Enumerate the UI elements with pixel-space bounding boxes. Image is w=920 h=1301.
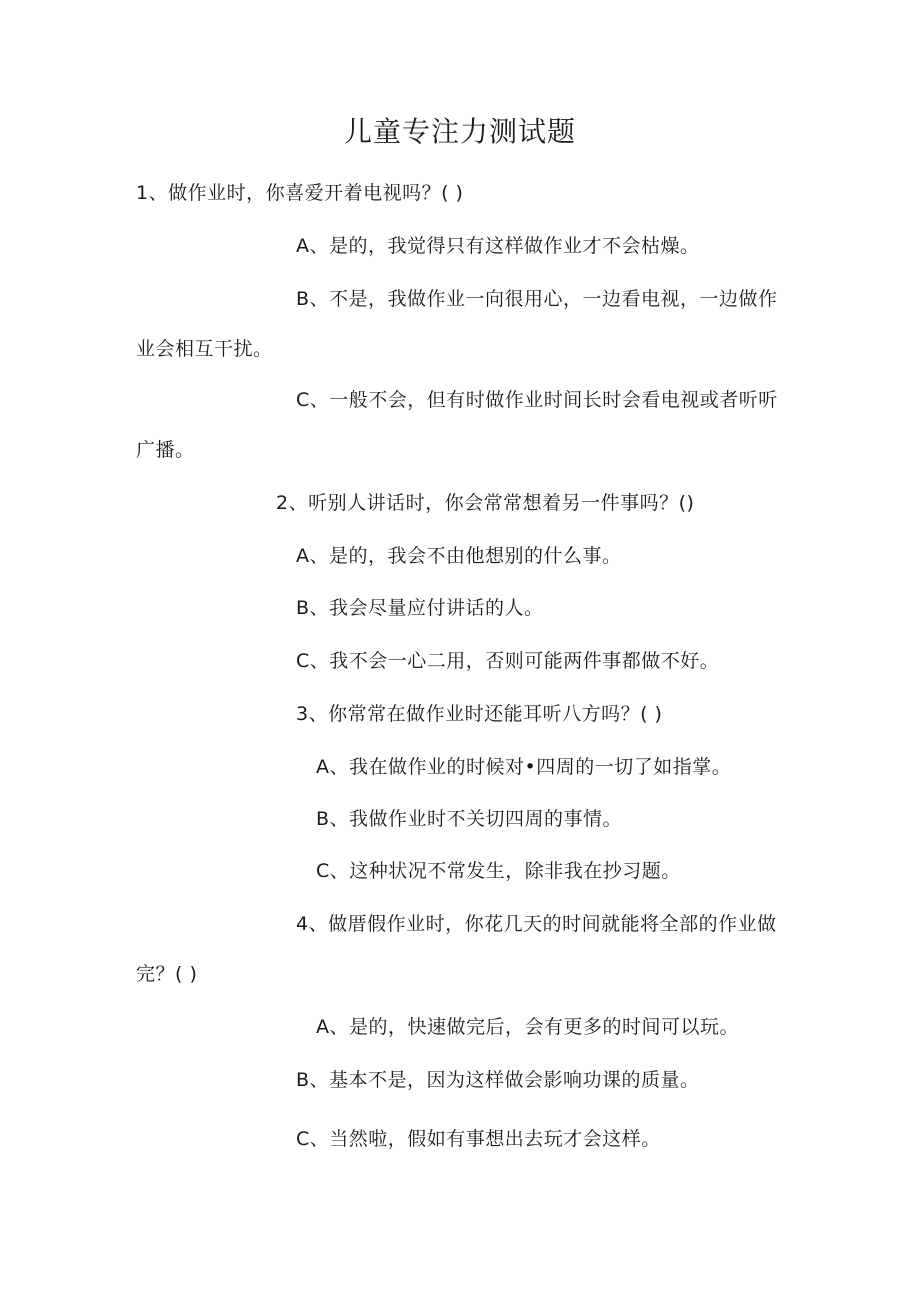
question-4-option-a: A、是的，快速做完后，会有更多的时间可以玩。: [316, 1016, 739, 1038]
question-3-option-c: C、这种状况不常发生，除非我在抄习题。: [316, 860, 681, 882]
question-1-option-b-line1: B、不是，我做作业一向很用心，一边看电视，一边做作: [296, 288, 778, 310]
question-3-option-a: A、我在做作业的时候对•四周的一切了如指掌。: [316, 756, 732, 778]
question-4-text-line2: 完？( ): [136, 963, 198, 985]
question-2-option-b: B、我会尽量应付讲话的人。: [296, 597, 544, 619]
question-4-option-c: C、当然啦，假如有事想出去玩才会这样。: [296, 1128, 661, 1150]
question-1-text: 1、做作业时，你喜爱开着电视吗？( ): [136, 182, 464, 204]
question-3-text: 3、你常常在做作业时还能耳听八方吗？( ): [296, 703, 663, 725]
page-title: 儿童专注力测试题: [343, 115, 576, 148]
question-3-option-b: B、我做作业时不关切四周的事情。: [316, 808, 623, 830]
question-1-option-a: A、是的，我觉得只有这样做作业才不会枯燥。: [296, 235, 700, 257]
question-1-option-c-line2: 广播。: [136, 439, 195, 461]
question-2-option-a: A、是的，我会不由他想别的什么事。: [296, 545, 622, 567]
question-4-option-b: B、基本不是，因为这样做会影响功课的质量。: [296, 1069, 700, 1091]
question-2-option-c: C、我不会一心二用，否则可能两件事都做不好。: [296, 650, 720, 672]
question-1-option-c-line1: C、一般不会，但有时做作业时间长时会看电视或者听听: [296, 389, 778, 411]
question-2-text: 2、听别人讲话时，你会常常想着另一件事吗？(): [276, 492, 695, 514]
question-4-text-line1: 4、做厝假作业时，你花几天的时间就能将全部的作业做: [296, 913, 777, 935]
question-1-option-b-line2: 业会相互干扰。: [136, 338, 273, 360]
